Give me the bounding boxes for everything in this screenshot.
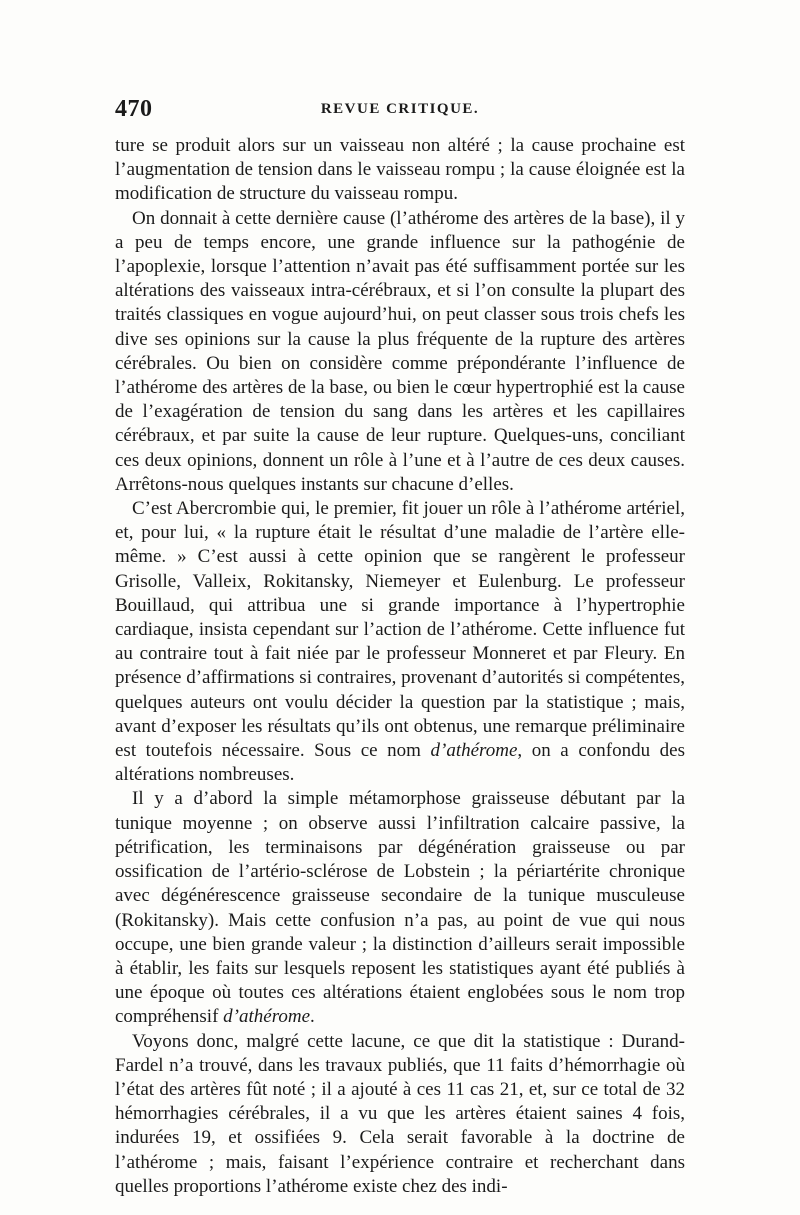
paragraph-text: On donnait à cette dernière cause (l’athérome des artères de la base), il y a peu de temps encore, une grande influence sur la pathogénie de l’apoplexie, lorsque l’attention n’avait pas été suffisamment portée sur les altérations des vaisseaux intra-cérébraux, et si l’on consulte la plupart des traités classiques en vogue aujourd’hui, on peut classer sous trois chefs les dive ses opinions sur la cause la plus fréquente de la rupture des artères cérébrales. Ou bien on considère comme prépondérante l’influence de l’athérome des artères de la base, ou bien le cœur hypertrophié est la cause de l’exagération de tension du sang dans les artères et les capillaires cérébraux, et par suite la cause de leur rupture. Quelques-uns, conciliant ces deux opinions, donnent un rôle à l’une et à l’autre de ces deux causes. Arrêtons-nous quelques instants sur chacune d’elles.: [115, 207, 685, 495]
body-text: [115, 134, 685, 1199]
paragraph: [115, 1030, 685, 1199]
paragraph-text-tail: , on a confondu des altérations nombreuses.: [115, 740, 685, 786]
paragraph-text: Voyons donc, malgré cette lacune, ce que dit la statistique : Durand-Fardel n’a trouvé, dans les travaux publiés, que 11 faits d’hémorrhagie où l’état des artères fût noté ; il a ajouté à ces 11 cas 21, et, sur ce total de 32 hémorrhagies cérébrales, il a vu que les artères étaient saines 4 fois, indurées 19, et ossifiées 9. Cela serait favorable à la doctrine de l’athérome ; mais, faisant l’expérience contraire et recherchant dans quelles proportions l’athérome existe chez des indi-: [115, 1030, 685, 1197]
paragraph-text: C’est Abercrombie qui, le premier, fit jouer un rôle à l’athérome artériel, et, pour lui, « la rupture était le résultat d’une maladie de l’artère elle-même. » C’est aussi à cette opinion que se rangèrent le professeur Grisolle, Valleix, Rokitansky, Niemeyer et Eulenburg. Le professeur Bouillaud, qui attribua une si grande importance à l’hypertrophie cardiaque, insista cependant sur l’action de l’athérome. Cette influence fut au contraire tout à fait niée par le professeur Monneret et par Fleury. En présence d’affirmations si contraires, provenant d’autorités si compétentes, quelques auteurs ont voulu décider la question par la statistique ; mais, avant d’exposer les résultats qu’ils ont obtenus, une remarque préliminaire est toutefois nécessaire. Sous ce nom: [115, 498, 685, 762]
paragraph-text: Il y a d’abord la simple métamorphose graisseuse débutant par la tunique moyenne ; on observe aussi l’infiltration calcaire passive, la pétrification, les terminaisons par dégénération graisseuse ou par ossification de l’artério-sclérose de Lobstein ; la périartérite chronique avec dégénérescence graisseuse secondaire de la tunique musculeuse (Rokitansky). Mais cette confusion n’a pas, au point de vue qui nous occupe, une bien grande valeur ; la distinction d’ailleurs serait impossible à établir, les faits sur lesquels reposent les statistiques ayant été publiés à une époque où toutes ces altérations étaient englobées sous le nom trop compréhensif: [115, 788, 685, 1028]
paragraph-continuation: [115, 134, 685, 207]
paragraph: [115, 787, 685, 1029]
italic-term: d’athérome: [223, 1006, 311, 1028]
page-number: 470: [115, 96, 153, 122]
running-head: [115, 96, 685, 126]
paragraph-text-tail: .: [310, 1006, 315, 1028]
paragraph-text: ture se produit alors sur un vaisseau non altéré ; la cause prochaine est l’augmentation de tension dans le vaisseau rompu ; la cause éloignée est la modification de structure du vaisseau rompu.: [115, 135, 685, 205]
running-title: REVUE CRITIQUE.: [320, 101, 480, 117]
italic-term: d’athérome: [430, 740, 518, 762]
paragraph: [115, 497, 685, 787]
paragraph: [115, 207, 685, 497]
